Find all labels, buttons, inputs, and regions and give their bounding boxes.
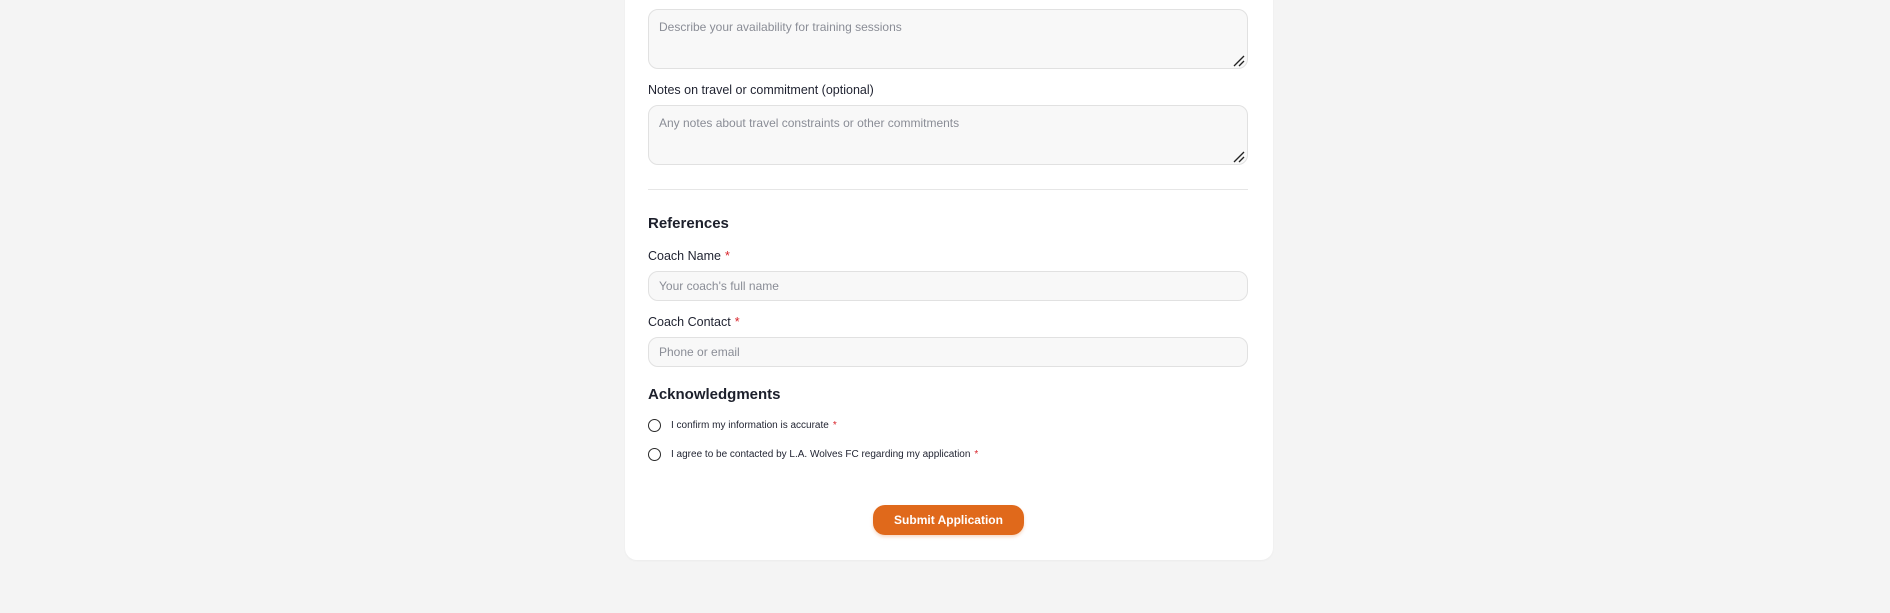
coach-name-label	[648, 249, 730, 263]
section-divider	[648, 189, 1248, 190]
coach-name-label-text: Coach Name	[648, 249, 721, 263]
availability-textarea[interactable]	[648, 9, 1248, 69]
acknowledgments-section-title: Acknowledgments	[648, 386, 781, 403]
coach-contact-input[interactable]	[648, 337, 1248, 367]
acknowledgment-accurate-row[interactable]	[648, 419, 837, 432]
required-mark: *	[724, 249, 730, 263]
coach-name-input[interactable]	[648, 271, 1248, 301]
required-mark: *	[734, 315, 740, 329]
resize-grip-icon[interactable]	[1233, 151, 1245, 163]
required-mark: *	[832, 420, 837, 431]
acknowledgment-contact-text: I agree to be contacted by L.A. Wolves FC regarding my application	[671, 449, 971, 460]
travel-notes-label: Notes on travel or commitment (optional)	[648, 83, 874, 97]
acknowledgment-contact-row[interactable]	[648, 448, 978, 461]
coach-contact-label	[648, 315, 740, 329]
submit-application-button[interactable]: Submit Application	[873, 505, 1024, 535]
acknowledgment-accurate-text: I confirm my information is accurate	[671, 420, 829, 431]
acknowledgment-accurate-label	[671, 420, 837, 431]
acknowledgment-contact-checkbox[interactable]	[648, 448, 661, 461]
resize-grip-icon[interactable]	[1233, 55, 1245, 67]
travel-notes-textarea[interactable]	[648, 105, 1248, 165]
references-section-title: References	[648, 215, 729, 232]
required-mark: *	[974, 449, 979, 460]
acknowledgment-accurate-checkbox[interactable]	[648, 419, 661, 432]
coach-contact-label-text: Coach Contact	[648, 315, 731, 329]
acknowledgment-contact-label	[671, 449, 978, 460]
